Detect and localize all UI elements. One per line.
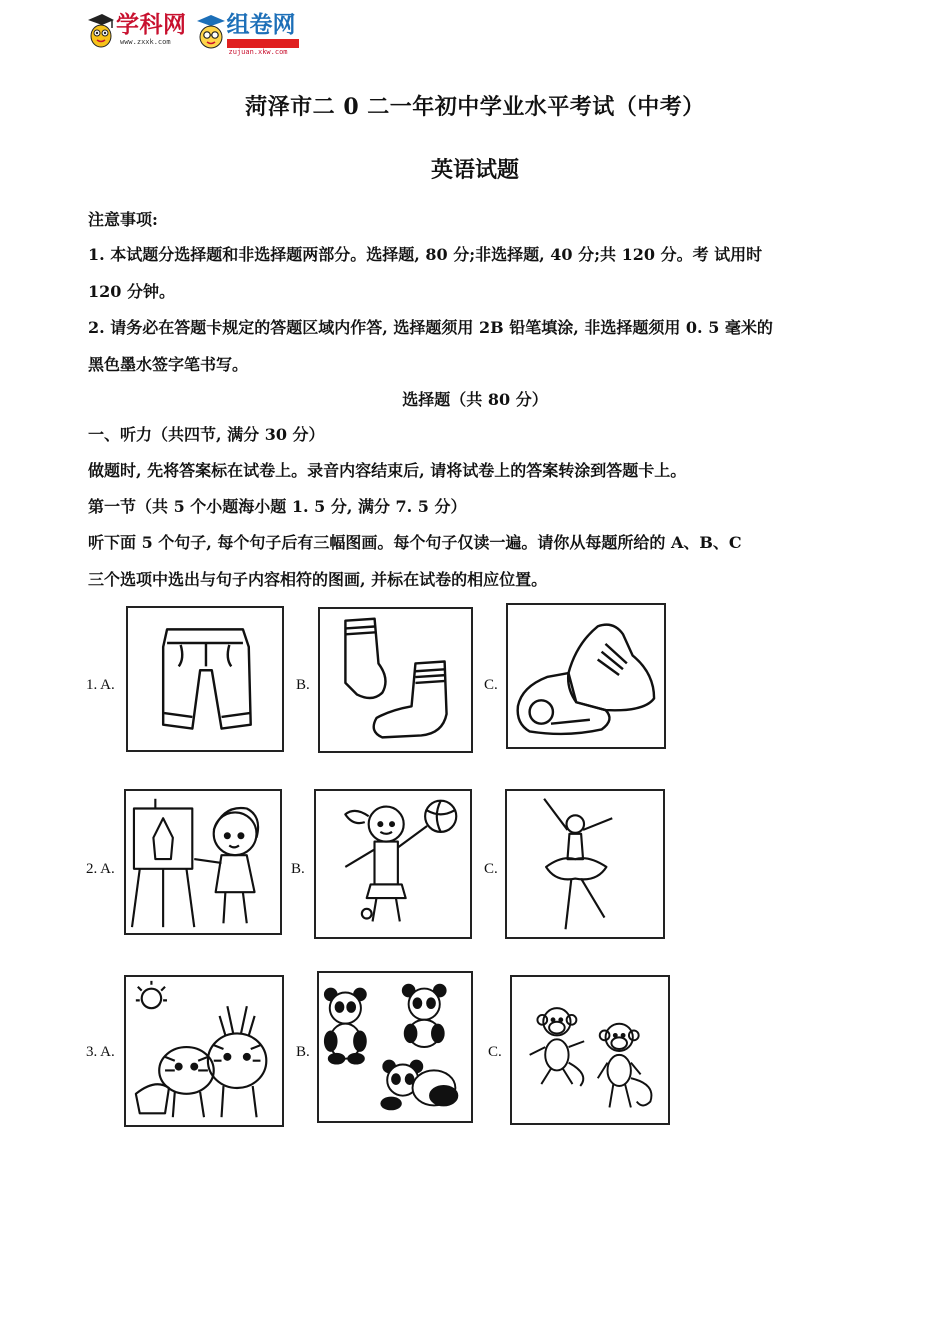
q3-tigers-picture[interactable] (124, 975, 284, 1127)
xkw-mascot-icon (86, 12, 116, 52)
tigers-icon (126, 977, 282, 1125)
q3-option-c-label: C. (488, 1044, 502, 1060)
q2-option-a-label: 2. A. (86, 861, 115, 877)
zjw-mascot-icon (195, 12, 227, 52)
note-1-line-2: 120 分钟。 (88, 282, 175, 301)
q2-option-b-label: B. (291, 861, 305, 877)
subsection-1-instruction-line-2: 三个选项中选出与句子内容相符的图画, 并标在试卷的相应位置。 (88, 570, 548, 589)
zjw-logo-url: zujuan.xkw.com (228, 48, 288, 56)
part-1-instruction: 做题时, 先将答案标在试卷上。录音内容结束后, 请将试卷上的答案转涂到答题卡上。 (88, 461, 687, 480)
q1-shorts-picture[interactable] (126, 606, 284, 752)
sneakers-icon (508, 605, 664, 747)
note-2-line-2: 黑色墨水签字笔书写。 (88, 355, 249, 374)
q1-option-c-label: C. (484, 677, 498, 693)
pandas-icon (319, 973, 471, 1121)
exam-title: 菏泽市二 0 二一年初中学业水平考试（中考） (245, 94, 705, 120)
subsection-1-heading: 第一节（共 5 个小题海小题 1. 5 分, 满分 7. 5 分） (88, 497, 467, 516)
socks-icon (320, 609, 471, 751)
q1-sneakers-picture[interactable] (506, 603, 666, 749)
xkw-logo[interactable] (86, 12, 187, 52)
exam-subtitle: 英语试题 (430, 157, 519, 183)
subsection-1-instruction-line-1: 听下面 5 个句子, 每个句子后有三幅图画。每个句子仅读一遍。请你从每题所给的 A、B、C (88, 533, 742, 552)
q1-option-a-label: 1. A. (86, 677, 115, 693)
girl-playing-ball-icon (316, 791, 470, 937)
q2-option-c-label: C. (484, 861, 498, 877)
notes-heading: 注意事项: (88, 210, 158, 229)
xkw-logo-text: 学科网 (116, 12, 187, 38)
monkeys-icon (512, 977, 668, 1123)
q1-socks-picture[interactable] (318, 607, 473, 753)
zjw-logo-bar (227, 39, 299, 48)
section-heading: 选择题（共 80 分） (402, 390, 548, 409)
part-1-heading: 一、听力（共四节, 满分 30 分） (88, 425, 325, 444)
zjw-logo-text: 组卷网 (226, 12, 296, 38)
q3-monkeys-picture[interactable] (510, 975, 670, 1125)
girl-painting-icon (126, 791, 280, 933)
q3-option-a-label: 3. A. (86, 1044, 115, 1060)
header-logos (86, 12, 299, 56)
ballet-dancer-icon (507, 791, 663, 937)
note-1-line-1: 1. 本试题分选择题和非选择题两部分。选择题, 80 分;非选择题, 40 分;共 120 分。考 试用时 (88, 245, 763, 264)
q1-option-b-label: B. (296, 677, 310, 693)
zjw-logo[interactable] (195, 12, 299, 56)
q3-pandas-picture[interactable] (317, 971, 473, 1123)
shorts-icon (128, 608, 282, 750)
q2-ballet-dancer-picture[interactable] (505, 789, 665, 939)
q3-option-b-label: B. (296, 1044, 310, 1060)
xkw-logo-url: www.zxxk.com (120, 38, 171, 46)
note-2-line-1: 2. 请务必在答题卡规定的答题区域内作答, 选择题须用 2B 铅笔填涂, 非选择题须用 0. 5 毫米的 (88, 318, 773, 337)
q2-girl-playing-ball-picture[interactable] (314, 789, 472, 939)
q2-girl-painting-picture[interactable] (124, 789, 282, 935)
